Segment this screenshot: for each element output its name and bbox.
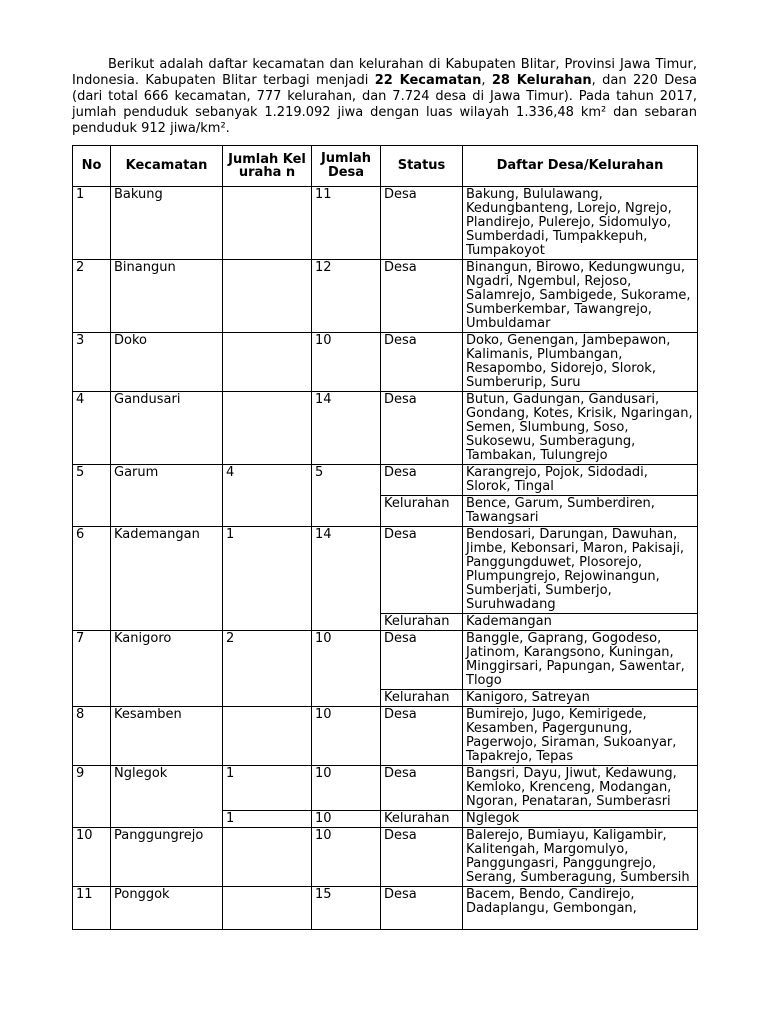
cell-kecamatan: Kesamben: [111, 707, 223, 766]
cell-daftar: Nglegok: [463, 811, 698, 828]
cell-daftar: Binangun, Birowo, Kedungwungu, Ngadri, Ngembul, Rejoso, Salamrejo, Sambigede, Sukorame, Sumberkembar, Tawangrejo, Umbuldamar: [463, 260, 698, 333]
cell-no: 8: [73, 707, 111, 766]
header-kecamatan: Kecamatan: [111, 146, 223, 187]
cell-daftar: Bence, Garum, Sumberdiren, Tawangsari: [463, 496, 698, 527]
header-jumlah-kelurahan: Jumlah Keluraha n: [223, 146, 312, 187]
cell-kel: [223, 392, 312, 465]
cell-kel: [223, 887, 312, 930]
cell-desa: 15: [312, 887, 381, 930]
cell-status: Desa: [381, 392, 463, 465]
cell-kel: 1: [223, 811, 312, 828]
cell-kel: 2: [223, 631, 312, 707]
table-row: [73, 887, 698, 930]
cell-no: 10: [73, 828, 111, 887]
cell-kecamatan: Doko: [111, 333, 223, 392]
cell-status: Kelurahan: [381, 614, 463, 631]
cell-status: Desa: [381, 887, 463, 930]
cell-daftar: Butun, Gadungan, Gandusari, Gondang, Kotes, Krisik, Ngaringan, Semen, Slumbung, Soso, Sukosewu, Sumberagung, Tambakan, Tulungrejo: [463, 392, 698, 465]
cell-desa: 10: [312, 631, 381, 707]
intro-text-1: Berikut adalah daftar kecamatan dan kelurahan di Kabupaten Blitar, Provinsi Jawa Timur, Indonesia. Kabupaten Blitar terbagi menjadi: [72, 57, 697, 88]
header-jumlah-desa: Jumlah Desa: [312, 146, 381, 187]
cell-status: Kelurahan: [381, 496, 463, 527]
table-row: [73, 465, 698, 496]
header-no: No: [73, 146, 111, 187]
cell-daftar: Karangrejo, Pojok, Sidodadi, Slorok, Tingal: [463, 465, 698, 496]
table-row: [73, 187, 698, 260]
table-row: [73, 527, 698, 614]
cell-no: 9: [73, 766, 111, 828]
cell-kecamatan: Bakung: [111, 187, 223, 260]
cell-status: Desa: [381, 187, 463, 260]
cell-desa: 14: [312, 392, 381, 465]
cell-no: 2: [73, 260, 111, 333]
cell-kecamatan: Panggungrejo: [111, 828, 223, 887]
cell-status: Desa: [381, 465, 463, 496]
header-daftar: Daftar Desa/Kelurahan: [463, 146, 698, 187]
table-row: [73, 631, 698, 690]
cell-desa: 5: [312, 465, 381, 527]
cell-kel: 1: [223, 766, 312, 811]
cell-no: 11: [73, 887, 111, 930]
intro-paragraph: Berikut adalah daftar kecamatan dan kelurahan di Kabupaten Blitar, Provinsi Jawa Timur, Indonesia. Kabupaten Blitar terbagi menjadi 22 Kecamatan, 28 Kelurahan, dan 220 Desa (dari total 666 kecamatan, 777 kelurahan, dan 7.724 desa di Jawa Timur). Pada tahun 2017, jumlah penduduk sebanyak 1.219.092 jiwa dengan luas wilayah 1.336,48 km² dan sebaran penduduk 912 jiwa/km².: [72, 57, 697, 136]
table-row: [73, 260, 698, 333]
cell-daftar: Kanigoro, Satreyan: [463, 690, 698, 707]
cell-no: 4: [73, 392, 111, 465]
cell-desa: 10: [312, 811, 381, 828]
table-row: [73, 707, 698, 766]
kecamatan-table: [72, 145, 698, 930]
cell-kel: 4: [223, 465, 312, 527]
table-row: [73, 766, 698, 811]
cell-daftar: Banggle, Gaprang, Gogodeso, Jatinom, Karangsono, Kuningan, Minggirsari, Papungan, Sawentar, Tlogo: [463, 631, 698, 690]
intro-text-2: , dan 220 Desa (dari total 666 kecamatan, 777 kelurahan, dan 7.724 desa di Jawa Timur). Pada tahun 2017, jumlah penduduk sebanyak 1.219.092 jiwa dengan luas wilayah 1.336,48 km² dan sebaran penduduk 912 jiwa/km².: [72, 73, 697, 136]
cell-desa: 12: [312, 260, 381, 333]
cell-daftar: Balerejo, Bumiayu, Kaligambir, Kalitengah, Margomulyo, Panggungasri, Panggungrejo, Serang, Sumberagung, Sumbersih: [463, 828, 698, 887]
cell-desa: 10: [312, 333, 381, 392]
cell-status: Kelurahan: [381, 811, 463, 828]
cell-status: Desa: [381, 766, 463, 811]
table-row: [73, 828, 698, 887]
cell-kel: [223, 828, 312, 887]
cell-status: Desa: [381, 260, 463, 333]
cell-status: Desa: [381, 527, 463, 614]
cell-desa: 10: [312, 828, 381, 887]
cell-desa: 14: [312, 527, 381, 631]
cell-no: 1: [73, 187, 111, 260]
intro-bold-kelurahan: 28 Kelurahan: [491, 73, 592, 88]
table-header-row: [73, 146, 698, 187]
cell-kecamatan: Kanigoro: [111, 631, 223, 707]
header-status: Status: [381, 146, 463, 187]
cell-status: Desa: [381, 333, 463, 392]
cell-kecamatan: Gandusari: [111, 392, 223, 465]
cell-desa: 10: [312, 707, 381, 766]
cell-kel: [223, 707, 312, 766]
cell-kel: [223, 333, 312, 392]
cell-no: 5: [73, 465, 111, 527]
cell-kel: [223, 260, 312, 333]
cell-daftar: Bumirejo, Jugo, Kemirigede, Kesamben, Pagergunung, Pagerwojo, Siraman, Sukoanyar, Tapakrejo, Tepas: [463, 707, 698, 766]
cell-daftar: Bendosari, Darungan, Dawuhan, Jimbe, Kebonsari, Maron, Pakisaji, Panggungduwet, Plosorejo, Plumpungrejo, Rejowinangun, Sumberjati, Sumberjo, Suruhwadang: [463, 527, 698, 614]
cell-daftar: Bangsri, Dayu, Jiwut, Kedawung, Kemloko, Krenceng, Modangan, Ngoran, Penataran, Sumberasri: [463, 766, 698, 811]
cell-daftar: Bakung, Bululawang, Kedungbanteng, Lorejo, Ngrejo, Plandirejo, Pulerejo, Sidomulyo, Sumberdadi, Tumpakkepuh, Tumpakoyot: [463, 187, 698, 260]
cell-kecamatan: Nglegok: [111, 766, 223, 828]
cell-status: Desa: [381, 828, 463, 887]
cell-desa: 10: [312, 766, 381, 811]
cell-no: 6: [73, 527, 111, 631]
cell-no: 7: [73, 631, 111, 707]
table-row: [73, 333, 698, 392]
cell-daftar: Doko, Genengan, Jambepawon, Kalimanis, Plumbangan, Resapombo, Sidorejo, Slorok, Sumberurip, Suru: [463, 333, 698, 392]
cell-kecamatan: Kademangan: [111, 527, 223, 631]
cell-daftar: Bacem, Bendo, Candirejo, Dadaplangu, Gembongan,: [463, 887, 698, 930]
cell-status: Desa: [381, 707, 463, 766]
intro-bold-kecamatan: 22 Kecamatan: [374, 73, 482, 88]
cell-status: Kelurahan: [381, 690, 463, 707]
cell-kel: 1: [223, 527, 312, 631]
cell-desa: 11: [312, 187, 381, 260]
cell-daftar: Kademangan: [463, 614, 698, 631]
cell-kecamatan: Binangun: [111, 260, 223, 333]
cell-kecamatan: Ponggok: [111, 887, 223, 930]
cell-kecamatan: Garum: [111, 465, 223, 527]
cell-status: Desa: [381, 631, 463, 690]
cell-no: 3: [73, 333, 111, 392]
cell-kel: [223, 187, 312, 260]
table-row: [73, 392, 698, 465]
